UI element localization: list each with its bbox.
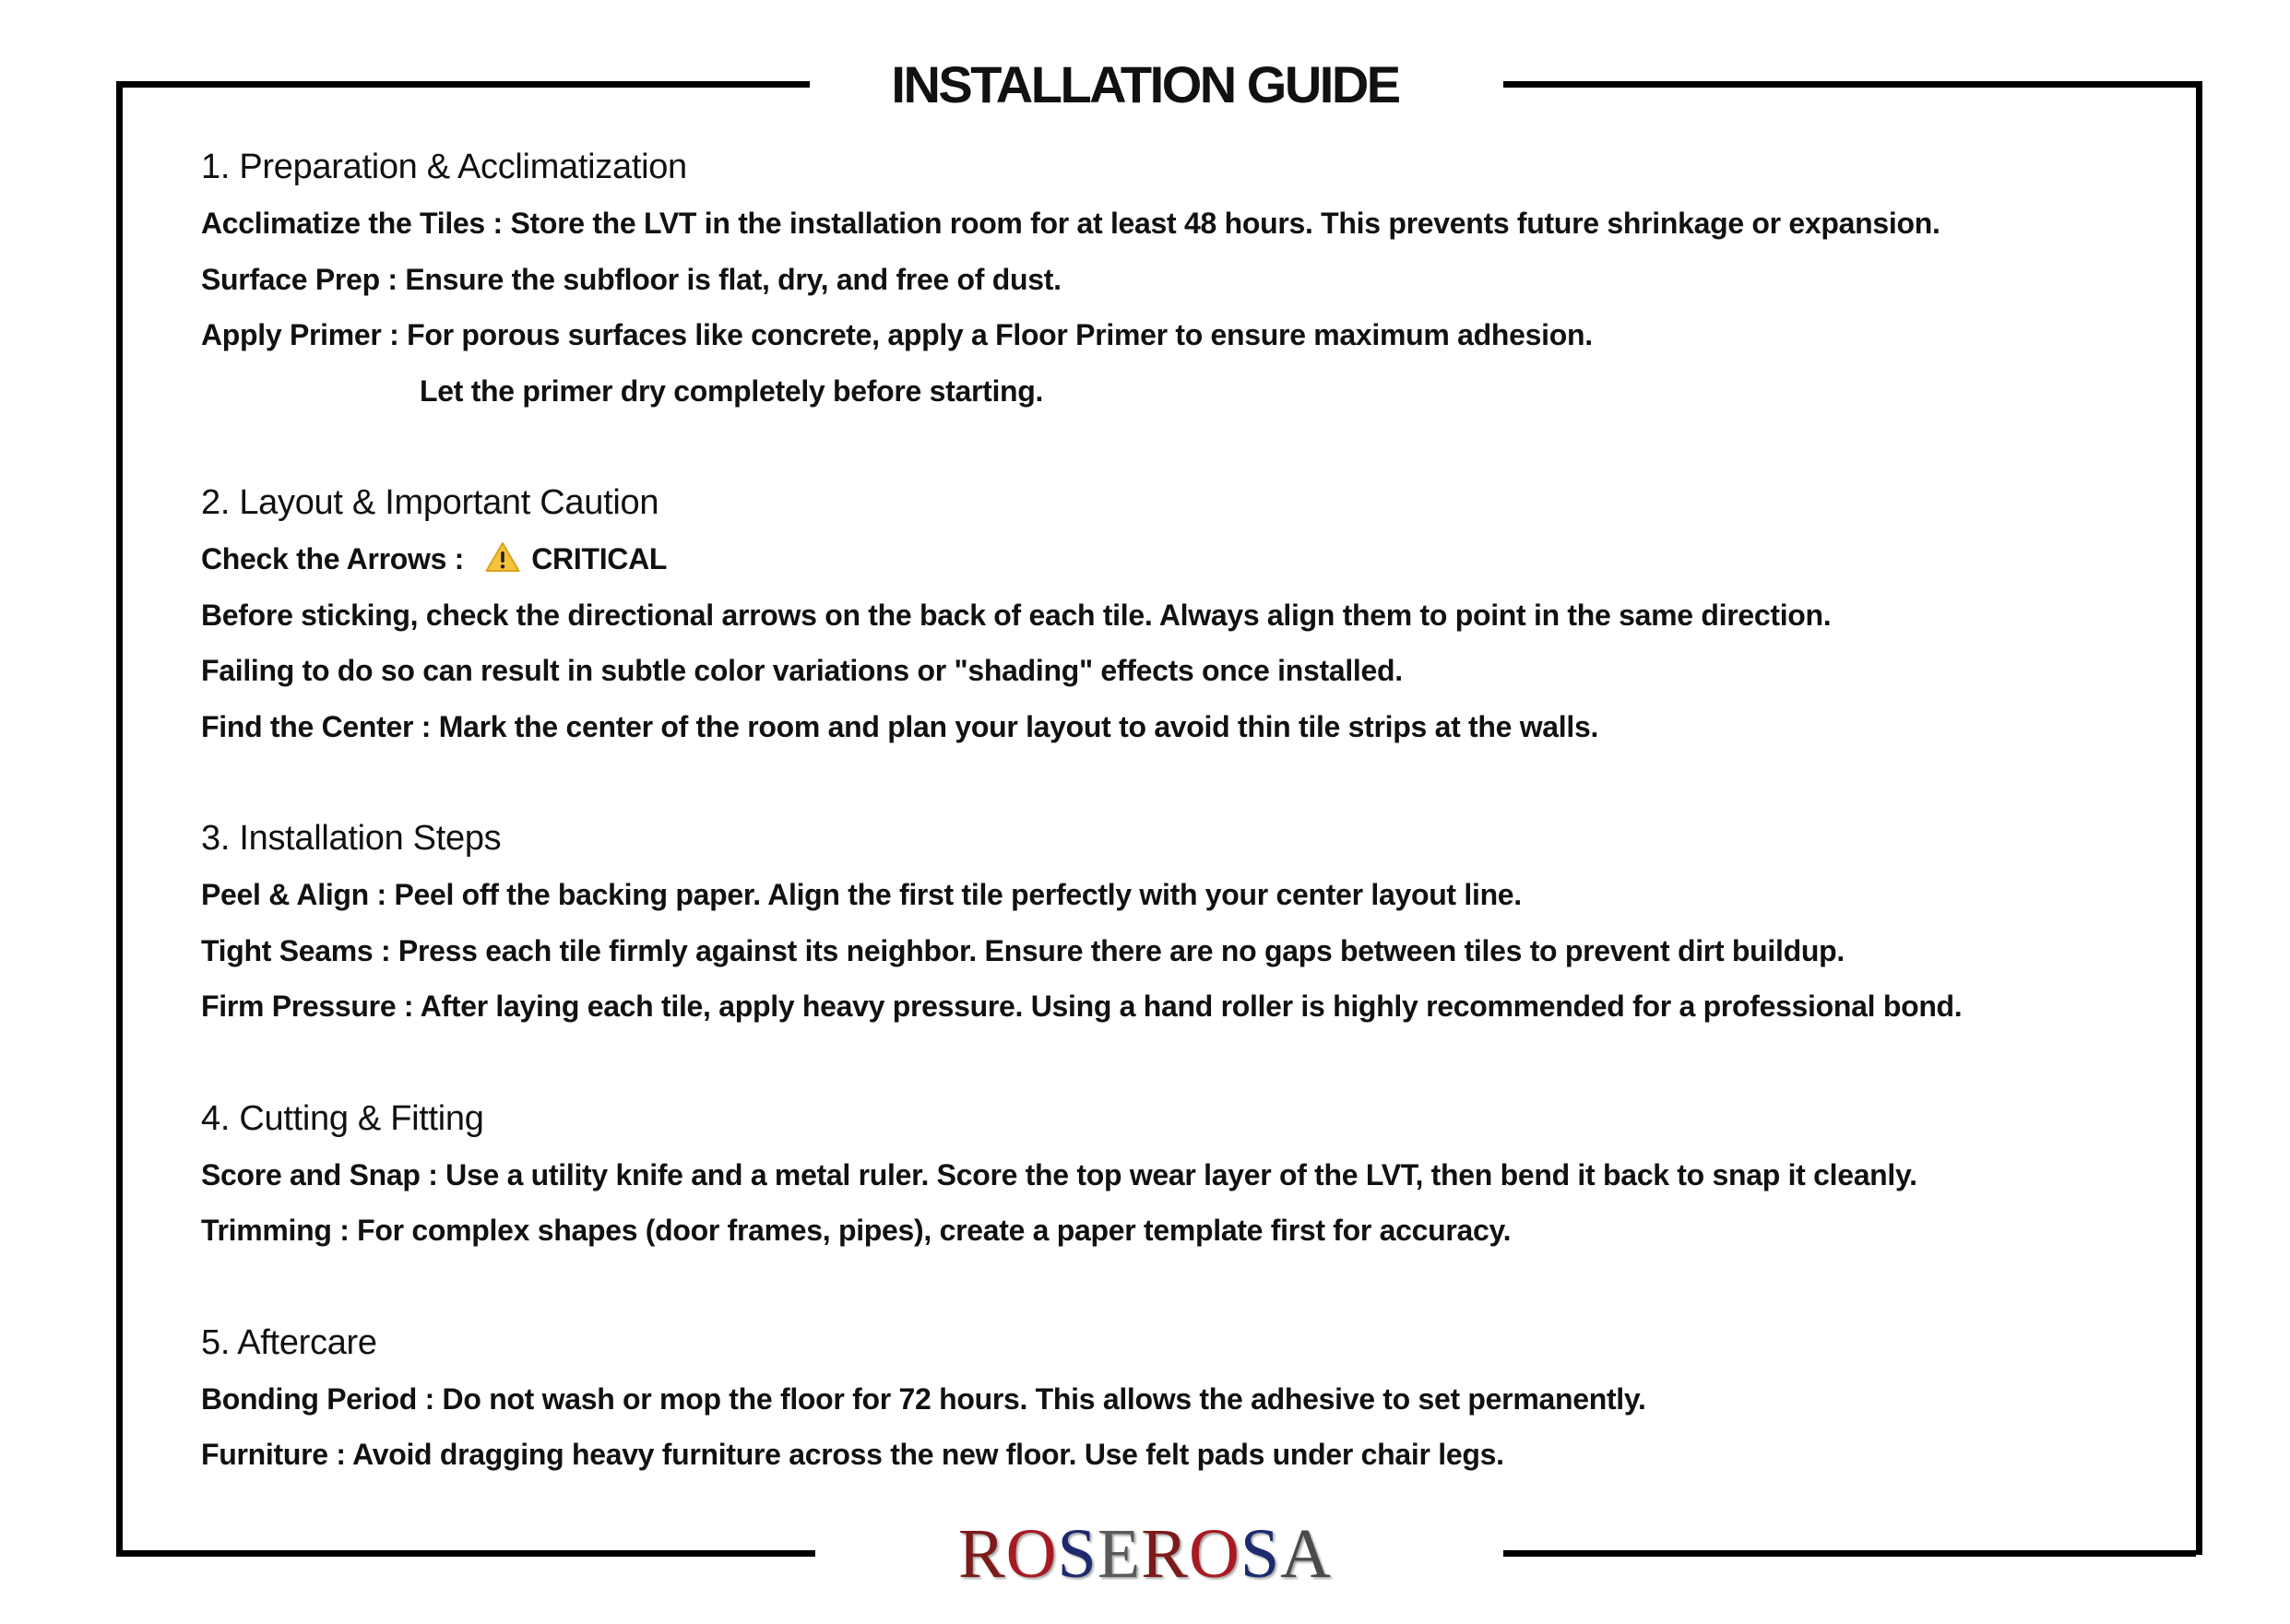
section-heading: 1. Preparation & Acclimatization <box>201 148 687 186</box>
instruction-line: Apply Primer : For porous surfaces like concrete, apply a Floor Primer to ensure maximum adhesion. <box>201 318 1593 351</box>
guide-content <box>201 138 2165 1483</box>
instruction-line: Trimming : For complex shapes (door frames, pipes), create a paper template first for accuracy. <box>201 1214 1512 1247</box>
warning-triangle-icon <box>485 541 520 573</box>
check-arrows-line <box>201 531 2165 587</box>
section-aftercare <box>201 1314 2165 1483</box>
logo-letter: O <box>1005 1515 1058 1593</box>
logo-letter: E <box>1097 1515 1142 1593</box>
logo-letter: A <box>1280 1515 1333 1593</box>
instruction-line: Score and Snap : Use a utility knife and a metal ruler. Score the top wear layer of the LVT, then bend it back to snap it cleanly. <box>201 1157 1917 1191</box>
section-cutting-fitting <box>201 1090 2165 1259</box>
instruction-line: Find the Center : Mark the center of the room and plan your layout to avoid thin tile strips at the walls. <box>201 709 1599 743</box>
instruction-line: Failing to do so can result in subtle color variations or "shading" effects once installed. <box>201 654 1403 687</box>
instruction-line: Acclimatize the Tiles : Store the LVT in the installation room for at least 48 hours. This prevents future shrinkage or expansion. <box>201 207 1940 240</box>
brand-logo <box>0 1512 2290 1595</box>
critical-label: CRITICAL <box>531 542 668 575</box>
logo-letter: S <box>1057 1515 1098 1593</box>
section-heading: 3. Installation Steps <box>201 819 502 858</box>
page-title: INSTALLATION GUIDE <box>891 55 1399 113</box>
logo-letter: O <box>1188 1515 1240 1593</box>
section-heading: 2. Layout & Important Caution <box>201 483 659 522</box>
logo-letter: R <box>957 1515 1006 1593</box>
section-heading: 5. Aftercare <box>201 1322 377 1362</box>
instruction-line: Furniture : Avoid dragging heavy furniture across the new floor. Use felt pads under chair legs. <box>201 1438 1504 1471</box>
section-installation-steps <box>201 810 2165 1035</box>
section-heading: 4. Cutting & Fitting <box>201 1098 484 1138</box>
instruction-line: Let the primer dry completely before starting. <box>420 373 1044 408</box>
section-preparation <box>201 138 2165 419</box>
logo-letter: R <box>1141 1515 1189 1593</box>
logo-letter: S <box>1240 1515 1281 1593</box>
section-layout-caution <box>201 474 2165 754</box>
instruction-line: Bonding Period : Do not wash or mop the floor for 72 hours. This allows the adhesive to set permanently. <box>201 1381 1646 1416</box>
instruction-line: Before sticking, check the directional arrows on the back of each tile. Always align them to point in the same direction. <box>201 598 1832 632</box>
instruction-line: Surface Prep : Ensure the subfloor is flat, dry, and free of dust. <box>201 262 1062 296</box>
check-arrows-label: Check the Arrows : <box>201 542 465 575</box>
instruction-line: Firm Pressure : After laying each tile, apply heavy pressure. Using a hand roller is highly recommended for a professional bond. <box>201 990 1963 1023</box>
instruction-line: Peel & Align : Peel off the backing paper. Align the first tile perfectly with your center layout line. <box>201 878 1522 911</box>
instruction-line: Tight Seams : Press each tile firmly against its neighbor. Ensure there are no gaps between tiles to prevent dirt buildup. <box>201 933 1845 967</box>
